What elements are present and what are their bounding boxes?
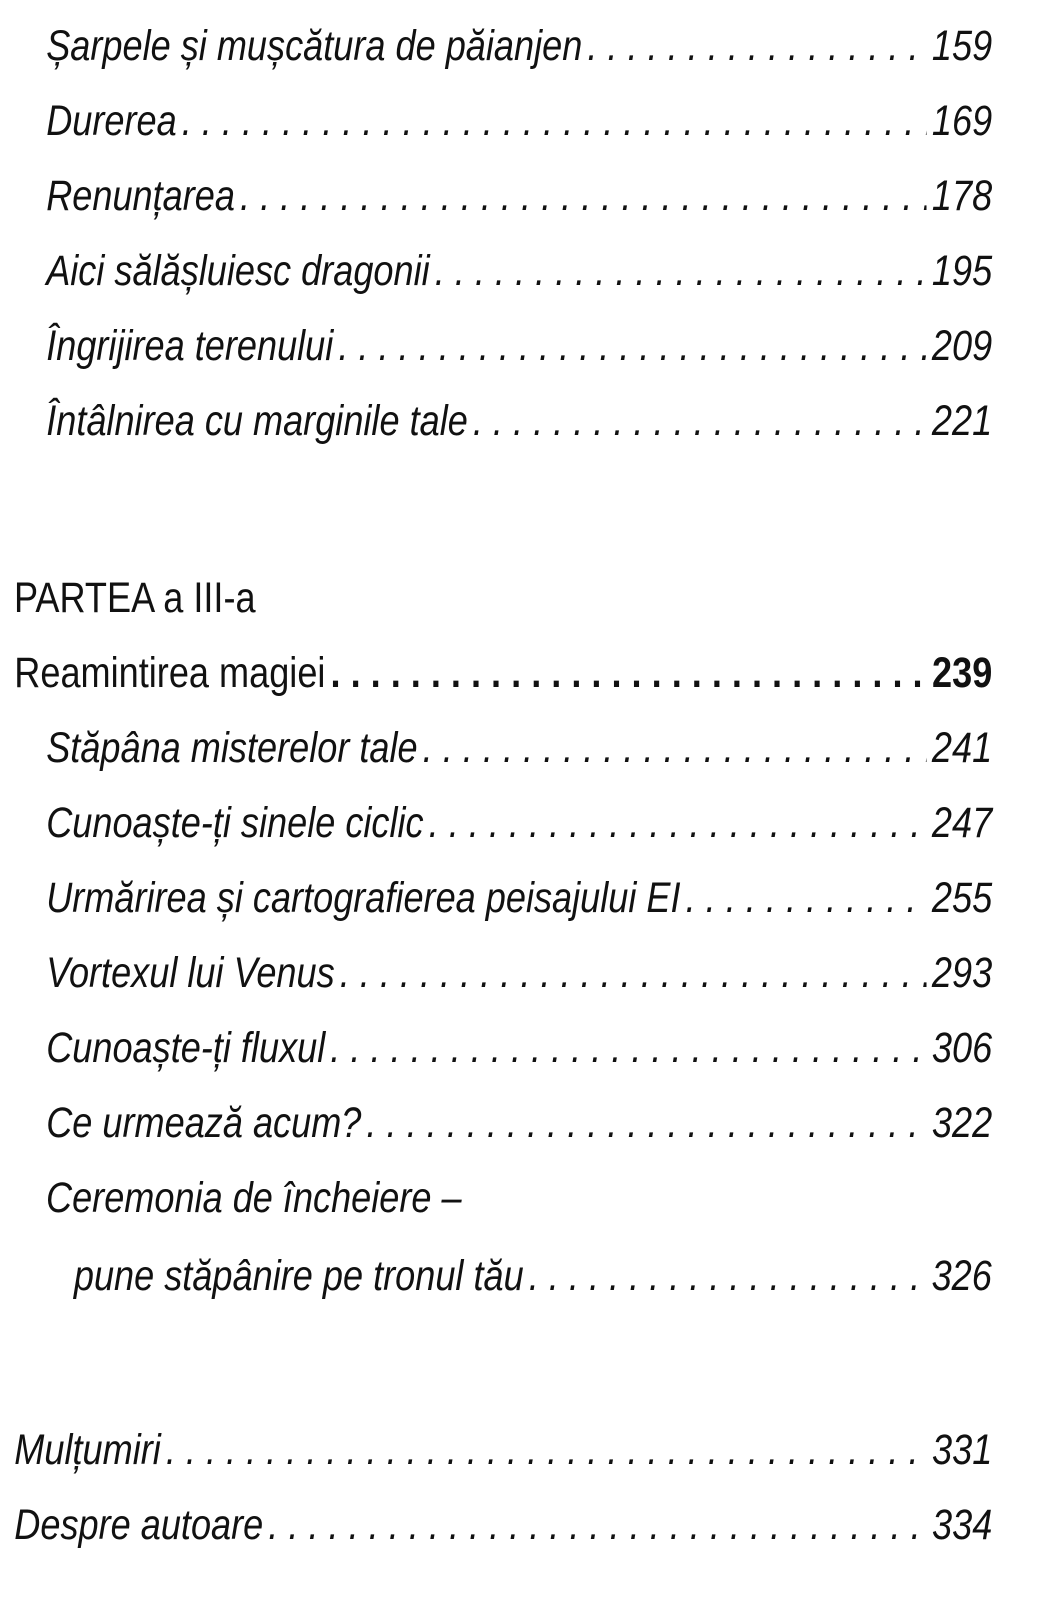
toc-entry-title: Mulțumiri [14,1426,161,1474]
toc-entry[interactable] [46,870,992,926]
dot-leader [473,393,927,449]
toc-entry-page: 334 [931,1501,992,1549]
toc-entry-page: 306 [931,1024,992,1072]
toc-entry[interactable] [46,93,992,149]
toc-entry[interactable] [46,318,992,374]
toc-entry-title: Șarpele și mușcătura de păianjen [46,22,583,70]
toc-entry-title: Cunoaște-ți fluxul [46,1024,326,1072]
dot-leader [428,795,926,851]
dot-leader [166,1422,927,1478]
dot-leader [330,645,926,701]
toc-entry-title: Despre autoare [14,1501,263,1549]
toc-entry[interactable] [46,168,992,224]
dot-leader [182,93,927,149]
toc-entry-page: 326 [931,1252,992,1300]
toc-entry[interactable] [14,1422,992,1478]
dot-leader [338,318,927,374]
toc-entry-page: 241 [931,724,992,772]
toc-entry-page: 209 [931,322,992,370]
toc-entry-title: Stăpâna misterelor tale [46,724,418,772]
toc-entry-title: Aici sălășluiesc dragonii [46,247,430,295]
toc-entry-page: 331 [931,1426,992,1474]
toc-entry[interactable] [74,1248,992,1304]
toc-entry[interactable] [46,18,992,74]
dot-leader [435,243,927,299]
toc-entry-page: 159 [931,22,992,70]
toc-entry-page: 293 [931,949,992,997]
toc-entry[interactable] [14,1497,992,1553]
dot-leader [366,1095,926,1151]
toc-entry-title: Îngrijirea terenului [46,322,334,370]
toc-entry[interactable] [46,1095,992,1151]
toc-entry-title: Urmărirea și cartografierea peisajului EI [46,874,681,922]
toc-entry[interactable] [46,1020,992,1076]
part-heading-page: 239 [931,649,992,697]
toc-entry-title: Vortexul lui Venus [46,949,335,997]
dot-leader [587,18,927,74]
toc-entry[interactable] [46,720,992,776]
dot-leader [330,1020,927,1076]
toc-entry-title: Cunoaște-ți sinele ciclic [46,799,424,847]
part-heading-title: Reamintirea magiei [14,649,326,697]
dot-leader [529,1248,927,1304]
toc-entry-title-line2: pune stăpânire pe tronul tău [74,1252,524,1300]
part-heading-entry[interactable] [14,645,992,701]
dot-leader [422,720,926,776]
part-label: PARTEA a III-a [14,574,256,622]
toc-entry[interactable] [46,945,992,1001]
toc-entry-title: Întâlnirea cu marginile tale [46,397,468,445]
toc-entry-page: 169 [931,97,992,145]
toc-entry-page: 255 [931,874,992,922]
toc-entry-title-line1[interactable]: Ceremonia de încheiere – [46,1174,462,1222]
toc-entry-page: 178 [931,172,992,220]
toc-entry-title: Durerea [46,97,177,145]
toc-entry-page: 247 [931,799,992,847]
toc-entry[interactable] [46,393,992,449]
toc-entry-title: Ce urmează acum? [46,1099,362,1147]
dot-leader [240,168,927,224]
dot-leader [340,945,927,1001]
toc-entry-page: 221 [931,397,992,445]
toc-entry-page: 195 [931,247,992,295]
toc-entry[interactable] [46,243,992,299]
toc-entry-title: Renunțarea [46,172,235,220]
toc-entry-page: 322 [931,1099,992,1147]
dot-leader [685,870,926,926]
toc-entry[interactable] [46,795,992,851]
dot-leader [268,1497,927,1553]
